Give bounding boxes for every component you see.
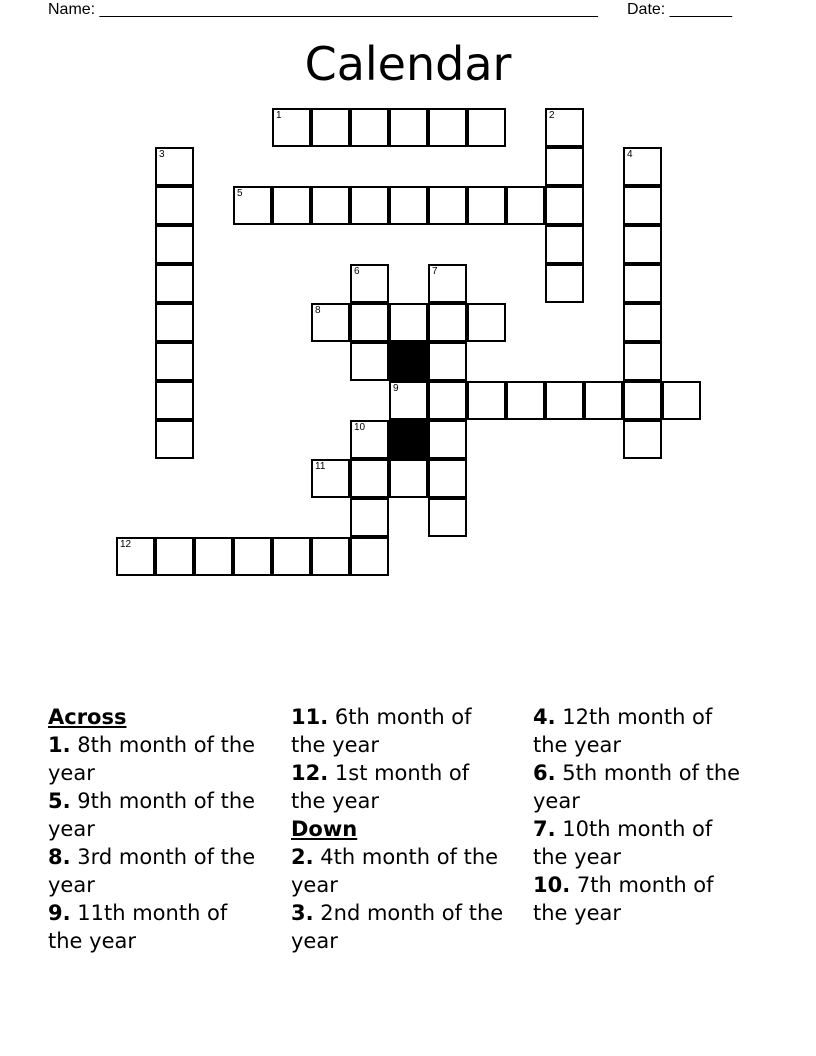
clue-number: 3 [159,149,165,160]
down-heading: Down [291,817,358,841]
grid-cell[interactable] [623,264,662,303]
grid-cell[interactable] [311,186,350,225]
clue-down-2: 2. 4th month of the year [291,845,499,897]
clues-column-2 [291,703,506,955]
black-cell [389,420,428,459]
grid-cell[interactable] [272,537,311,576]
clue-number: 1 [276,110,282,121]
grid-cell[interactable] [155,186,194,225]
grid-cell[interactable] [350,186,389,225]
grid-cell[interactable] [155,303,194,342]
grid-cell[interactable] [155,264,194,303]
clue-number: 5 [237,188,243,199]
grid-cell[interactable] [350,459,389,498]
grid-cell[interactable] [428,381,467,420]
grid-cell[interactable] [428,459,467,498]
grid-cell[interactable] [389,303,428,342]
clue-number: 11 [315,461,326,472]
grid-cell[interactable] [545,264,584,303]
grid-cell[interactable] [350,303,389,342]
grid-cell[interactable] [545,225,584,264]
grid-cell[interactable] [155,420,194,459]
grid-cell[interactable] [389,381,428,420]
clue-number: 2 [549,110,555,121]
clue-across-12: 12. 1st month of the year [291,761,470,813]
grid-cell[interactable] [623,303,662,342]
clue-down-3: 3. 2nd month of the year [291,901,504,953]
grid-cell[interactable] [389,186,428,225]
grid-cell[interactable] [155,537,194,576]
grid-cell[interactable] [623,225,662,264]
grid-cell[interactable] [545,381,584,420]
clues-column-3 [533,703,748,927]
clue-number: 7 [432,266,438,277]
grid-cell[interactable] [506,186,545,225]
grid-cell[interactable] [233,537,272,576]
clue-number: 4 [627,149,633,160]
clue-across-8: 8. 3rd month of the year [48,845,256,897]
grid-cell[interactable] [662,381,701,420]
grid-cell[interactable] [194,537,233,576]
grid-cell[interactable] [584,381,623,420]
grid-cell[interactable] [350,420,389,459]
grid-cell[interactable] [545,108,584,147]
grid-cell[interactable] [467,186,506,225]
grid-cell[interactable] [389,459,428,498]
clue-number: 12 [120,539,132,550]
clue-down-10: 10. 7th month of the year [533,873,714,925]
grid-cell[interactable] [311,303,350,342]
grid-cell[interactable] [155,342,194,381]
grid-cell[interactable] [350,498,389,537]
clue-number: 8 [315,305,321,316]
clues-column-1 [48,703,263,955]
grid-cell[interactable] [389,108,428,147]
grid-cell[interactable] [350,264,389,303]
grid-cell[interactable] [467,303,506,342]
clue-across-11: 11. 6th month of the year [291,705,472,757]
grid-cell[interactable] [350,537,389,576]
grid-cell[interactable] [311,459,350,498]
grid-cell[interactable] [155,147,194,186]
grid-cell[interactable] [272,186,311,225]
clue-across-9: 9. 11th month of the year [48,901,228,953]
grid-cell[interactable] [428,420,467,459]
clue-down-7: 7. 10th month of the year [533,817,713,869]
name-field[interactable]: Name: ________________________________________________________ [48,1,598,18]
grid-cell[interactable] [428,498,467,537]
date-field[interactable]: Date: _______ [627,1,732,18]
grid-cell[interactable] [467,108,506,147]
grid-cell[interactable] [350,342,389,381]
black-cell [389,342,428,381]
clue-across-5: 5. 9th month of the year [48,789,256,841]
clue-number: 9 [393,383,399,394]
across-heading: Across [48,705,127,729]
grid-cell[interactable] [428,186,467,225]
grid-cell[interactable] [428,303,467,342]
grid-cell[interactable] [623,381,662,420]
grid-cell[interactable] [116,537,155,576]
grid-cell[interactable] [350,108,389,147]
clue-number: 10 [354,422,366,433]
grid-cell[interactable] [272,108,311,147]
grid-cell[interactable] [467,381,506,420]
clue-across-1: 1. 8th month of the year [48,733,256,785]
grid-cell[interactable] [428,264,467,303]
clue-number: 6 [354,266,360,277]
page-title: Calendar [304,37,512,91]
clue-down-6: 6. 5th month of the year [533,761,741,813]
grid-cell[interactable] [428,108,467,147]
grid-cell[interactable] [623,186,662,225]
grid-cell[interactable] [623,147,662,186]
grid-cell[interactable] [155,225,194,264]
grid-cell[interactable] [428,342,467,381]
grid-cell[interactable] [623,342,662,381]
grid-cell[interactable] [545,186,584,225]
grid-cell[interactable] [311,537,350,576]
grid-cell[interactable] [233,186,272,225]
clue-down-4: 4. 12th month of the year [533,705,713,757]
grid-cell[interactable] [623,420,662,459]
grid-cell[interactable] [506,381,545,420]
grid-cell[interactable] [155,381,194,420]
grid-cell[interactable] [311,108,350,147]
grid-cell[interactable] [545,147,584,186]
